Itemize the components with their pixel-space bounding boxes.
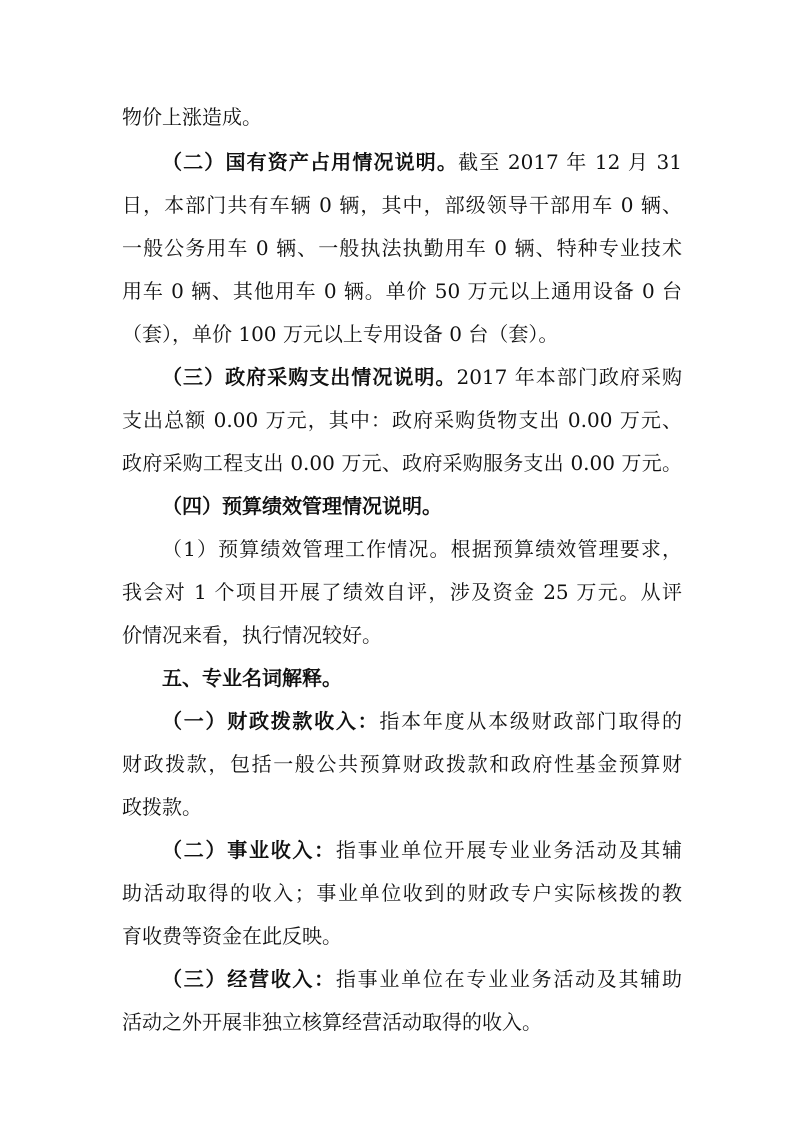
paragraph-heading-line <box>162 838 682 862</box>
section-heading: 五、专业名词解释。 <box>162 666 342 690</box>
paragraph-heading-line <box>162 967 682 991</box>
text-line: 支出总额 0.00 万元，其中：政府采购货物支出 0.00 万元、 <box>122 408 682 432</box>
text-line: 用车 0 辆、其他用车 0 辆。单价 50 万元以上通用设备 0 台 <box>122 279 682 303</box>
text-line: 活动之外开展非独立核算经营活动取得的收入。 <box>122 1010 542 1034</box>
text-line: （1）预算绩效管理工作情况。根据预算绩效管理要求， <box>162 537 682 561</box>
paragraph-heading-line <box>162 150 682 174</box>
text-span: 物价上涨造成。 <box>122 105 262 129</box>
text-span: 截至 2017 年 12 月 31 <box>458 150 682 174</box>
section-heading: （四）预算绩效管理情况说明。 <box>162 494 442 518</box>
text-line: 政府采购工程支出 0.00 万元、政府采购服务支出 0.00 万元。 <box>122 451 682 475</box>
text-span: 2017 年本部门政府采购 <box>456 365 682 389</box>
text-line <box>122 105 682 129</box>
paragraph-heading-line <box>162 666 682 690</box>
text-line: 政拨款。 <box>122 795 202 819</box>
section-heading: （二）事业收入： <box>162 838 336 862</box>
paragraph-heading-line <box>162 365 682 389</box>
text-span: 指事业单位在专业业务活动及其辅助 <box>335 967 682 991</box>
text-line: 财政拨款，包括一般公共预算财政拨款和政府性基金预算财 <box>122 752 682 776</box>
text-line: 价情况来看，执行情况较好。 <box>122 623 382 647</box>
text-span: 指事业单位开展专业业务活动及其辅 <box>335 838 682 862</box>
paragraph-heading-line <box>162 709 682 733</box>
section-heading: （二）国有资产占用情况说明。 <box>162 150 459 174</box>
section-heading: （三）政府采购支出情况说明。 <box>162 365 457 389</box>
section-heading: （三）经营收入： <box>162 967 336 991</box>
text-line: 助活动取得的收入；事业单位收到的财政专户实际核拨的教 <box>122 881 682 905</box>
paragraph-heading-line <box>162 494 682 518</box>
text-span: 指本年度从本级财政部门取得的 <box>379 709 682 733</box>
text-line: 我会对 1 个项目开展了绩效自评，涉及资金 25 万元。从评 <box>122 580 682 604</box>
text-line: 日，本部门共有车辆 0 辆，其中，部级领导干部用车 0 辆、 <box>122 193 682 217</box>
section-heading: （一）财政拨款收入： <box>162 709 380 733</box>
text-line: 一般公务用车 0 辆、一般执法执勤用车 0 辆、特种专业技术 <box>122 236 682 260</box>
text-line: （套），单价 100 万元以上专用设备 0 台（套）。 <box>122 322 559 346</box>
text-line: 育收费等资金在此反映。 <box>122 924 342 948</box>
